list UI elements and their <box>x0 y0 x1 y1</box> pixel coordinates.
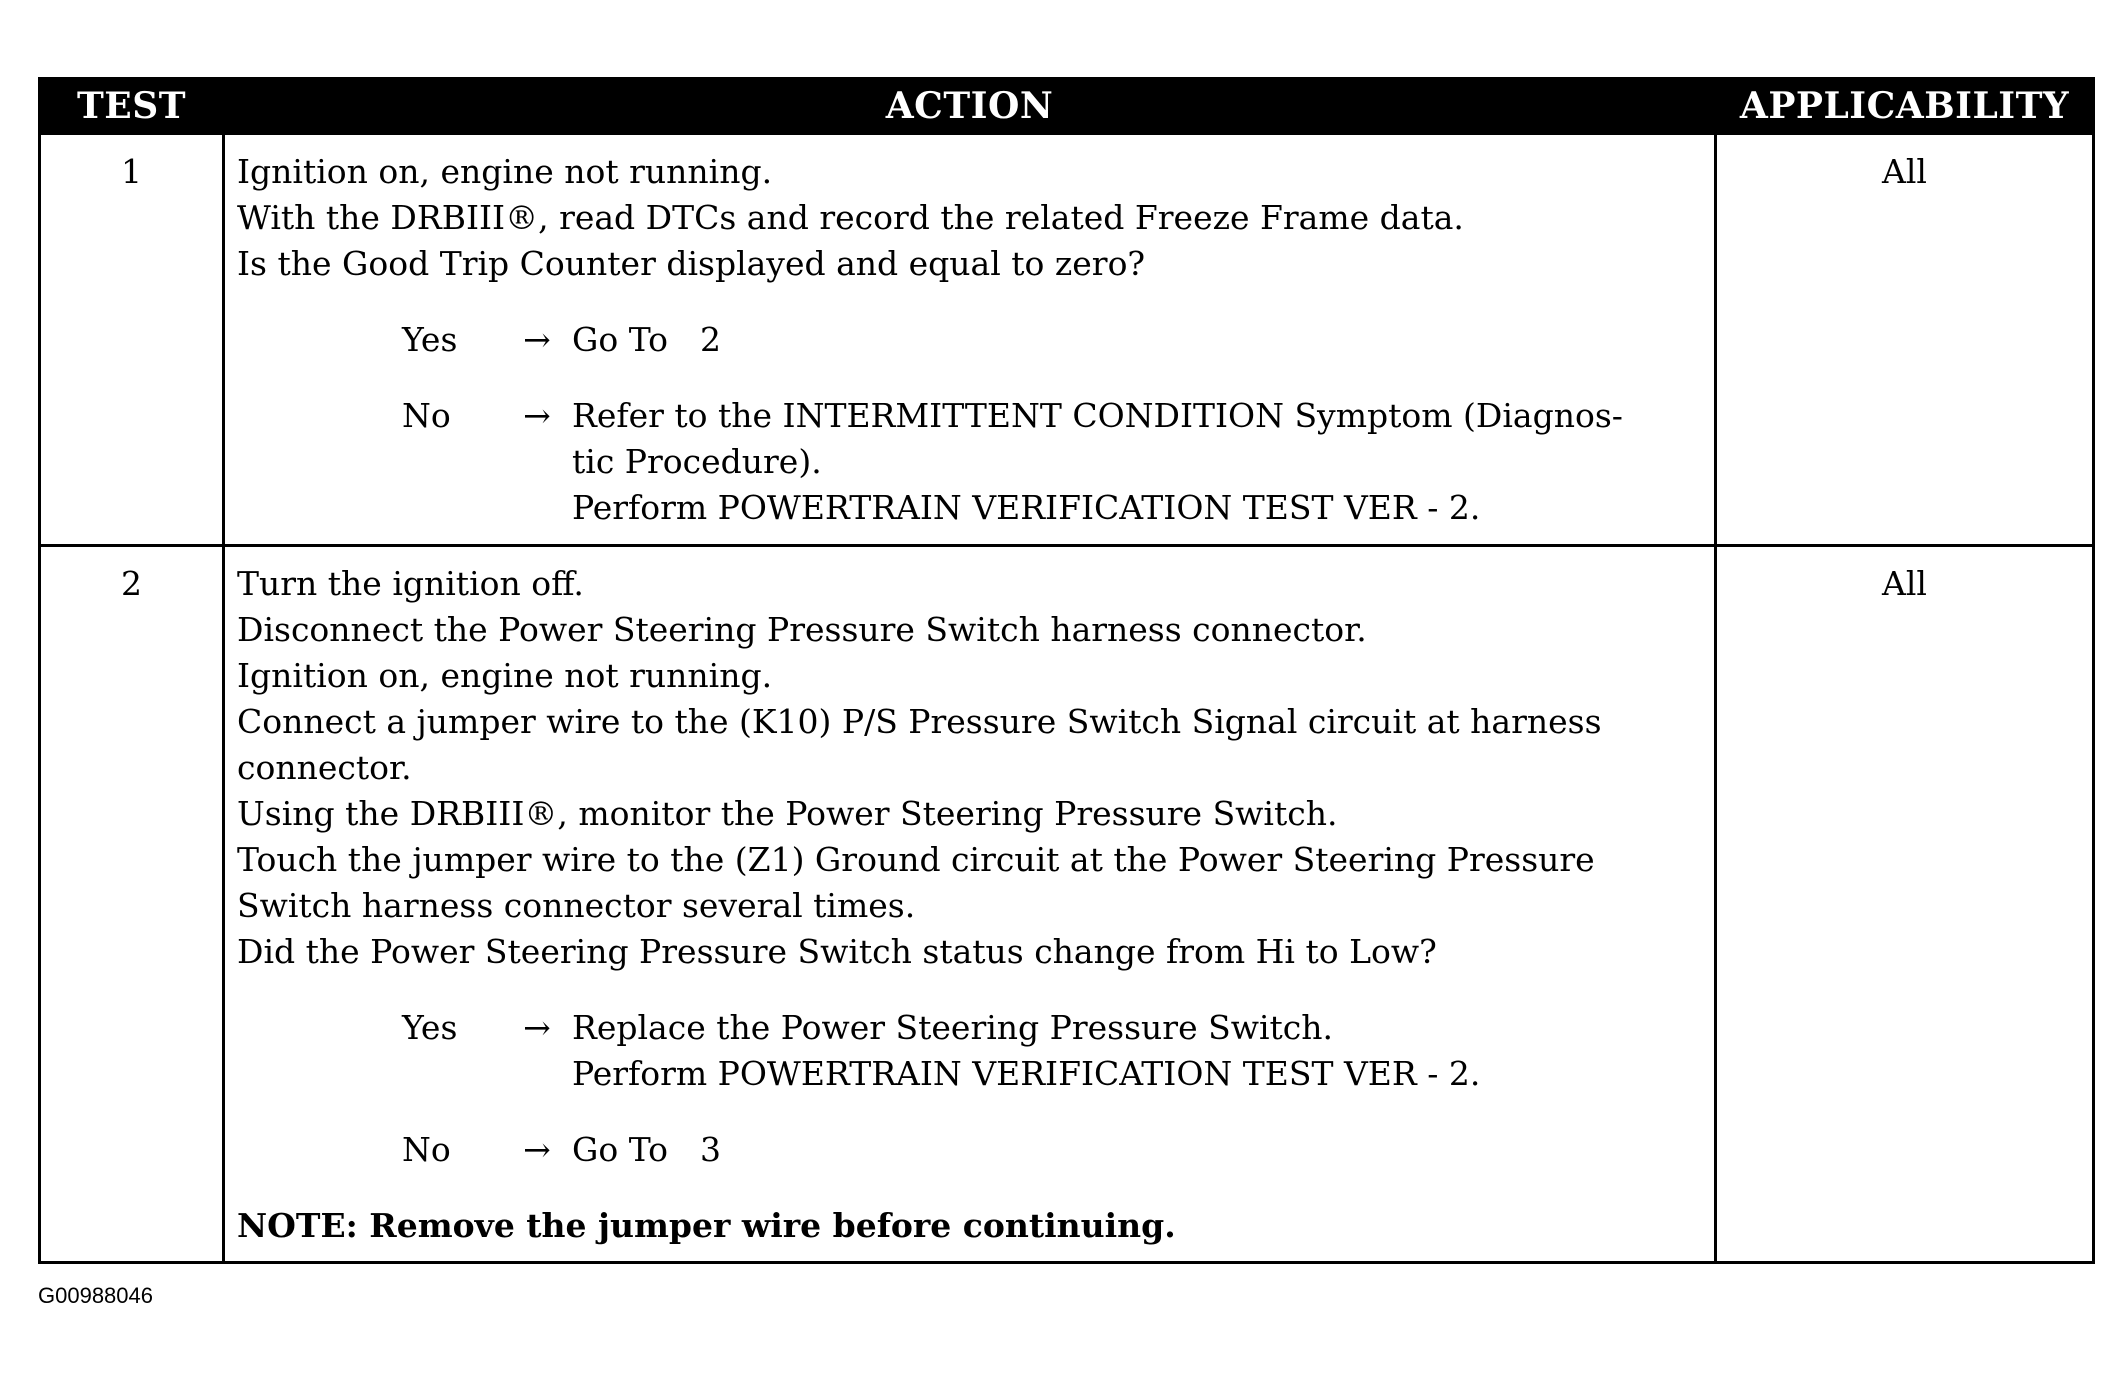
result-text: Perform POWERTRAIN VERIFICATION TEST VER - 2. <box>572 1054 1481 1093</box>
yes-label: Yes <box>402 320 458 359</box>
test-number: 1 <box>40 134 224 546</box>
result-text: Replace the Power Steering Pressure Switch. <box>572 1008 1333 1047</box>
action-cell <box>224 546 1716 1263</box>
no-branch <box>237 1127 1704 1173</box>
figure-id: G00988046 <box>38 1283 153 1308</box>
result-text: Refer to the INTERMITTENT CONDITION Symptom (Diagnos- <box>572 396 1623 435</box>
yes-branch <box>237 317 1704 363</box>
step-text: Switch harness connector several times. <box>237 886 916 925</box>
step-text: Touch the jumper wire to the (Z1) Ground circuit at the Power Steering Pressure <box>237 840 1595 879</box>
table-row <box>40 546 2094 1263</box>
step-text: Turn the ignition off. <box>237 564 584 603</box>
go-to-target: 3 <box>700 1130 722 1169</box>
step-text: Connect a jumper wire to the (K10) P/S Pressure Switch Signal circuit at harness <box>237 702 1602 741</box>
arrow-icon: → <box>523 1008 551 1047</box>
table-row <box>40 134 2094 546</box>
header-applicability: APPLICABILITY <box>1716 79 2094 134</box>
applicability-value: All <box>1716 546 2094 1263</box>
yes-result <box>572 1005 1704 1097</box>
yes-result <box>572 317 1704 363</box>
step-text: Is the Good Trip Counter displayed and equal to zero? <box>237 244 1146 283</box>
go-to-target: 2 <box>700 320 722 359</box>
step-text: Ignition on, engine not running. <box>237 152 773 191</box>
no-label: No <box>402 396 451 435</box>
test-number: 2 <box>40 546 224 1263</box>
arrow-icon: → <box>523 320 551 359</box>
note-text: NOTE: Remove the jumper wire before continuing. <box>237 1206 1176 1245</box>
step-text: connector. <box>237 748 412 787</box>
diagnostic-test-table <box>38 77 2095 1264</box>
arrow-icon: → <box>523 396 551 435</box>
go-to-text: Go To <box>572 1130 669 1169</box>
yes-label: Yes <box>402 1008 458 1047</box>
step-text: Ignition on, engine not running. <box>237 656 773 695</box>
no-branch <box>237 393 1704 531</box>
applicability-value: All <box>1716 134 2094 546</box>
no-result <box>572 1127 1704 1173</box>
yes-branch <box>237 1005 1704 1097</box>
no-result <box>572 393 1704 531</box>
result-text: tic Procedure). <box>572 442 822 481</box>
step-text: Disconnect the Power Steering Pressure Switch harness connector. <box>237 610 1367 649</box>
step-text: With the DRBIII®, read DTCs and record the related Freeze Frame data. <box>237 198 1464 237</box>
step-text: Using the DRBIII®, monitor the Power Steering Pressure Switch. <box>237 794 1338 833</box>
table-header-row <box>40 79 2094 134</box>
action-cell <box>224 134 1716 546</box>
arrow-icon: → <box>523 1130 551 1169</box>
header-test: TEST <box>40 79 224 134</box>
step-text: Did the Power Steering Pressure Switch status change from Hi to Low? <box>237 932 1437 971</box>
go-to-text: Go To <box>572 320 669 359</box>
result-text: Perform POWERTRAIN VERIFICATION TEST VER - 2. <box>572 488 1481 527</box>
diagnostic-table-container <box>38 77 2092 1264</box>
no-label: No <box>402 1130 451 1169</box>
header-action: ACTION <box>224 79 1716 134</box>
